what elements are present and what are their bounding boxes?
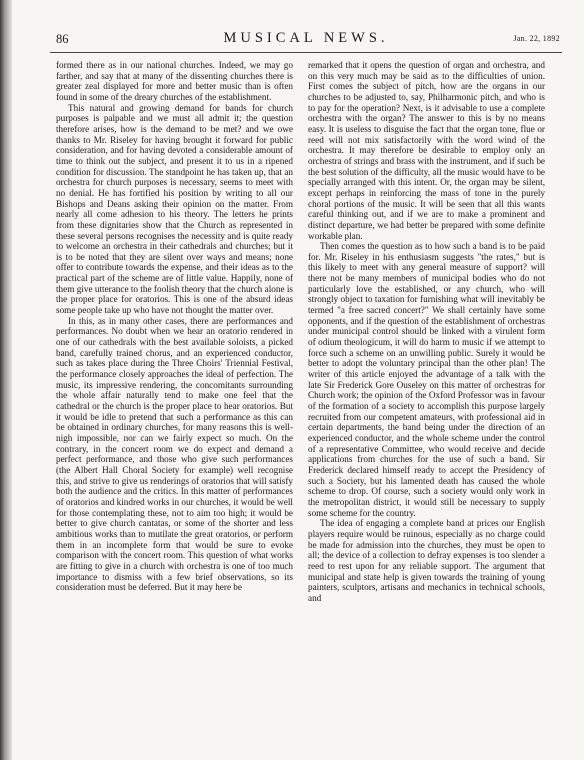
header-rule <box>50 52 562 53</box>
paragraph: remarked that it opens the question of organ and orchestra, and on this very much may be said as to the difficulties of union. First comes the subject of pitch, how are the organs in our churches to be adjusted to, say, Philharmonic pitch, and who is to pay for the operation? Next, is it advisable to use a complete orchestra with the organ? The answer to this is by no means easy. It is useless to disguise the fact that the organ tone, flue or reed will not mix satisfactorily with the word wind of the orchestra. It may therefore be desirable to employ only an orchestra of strings and brass with the instrument, and if such be the best solution of the difficulty, all the music would have to be specially arranged with this intent. Or, the organ may be silent, except perhaps in reinforcing the mass of tone in the purely choral portions of the music. It will be seen that all this wants careful thinking out, and if we are to make a prominent and distinct departure, we had better be prepared with some definite workable plan. <box>308 60 545 241</box>
journal-title: MUSICAL NEWS. <box>223 30 389 46</box>
paragraph: formed there as in our national churches. Indeed, we may go farther, and say that at many of the dissenting churches there is greater zeal displayed for more and better music than is often found in some of the dreary churches of the establishment. <box>56 60 293 102</box>
issue-date: Jan. 22, 1892 <box>513 34 560 43</box>
paragraph: The idea of engaging a complete band at prices our English players require would be ruinous, especially as no charge could be made for admission into the churches, they must be open to all; the device of a collection to defray expenses is too slender a reed to rest upon for any reliable support. The argument that municipal and state help is given towards the training of young painters, sculptors, artisans and mechanics in technical schools, and <box>308 518 545 603</box>
paragraph: In this, as in many other cases, there are performances and performances. No doubt when we hear an oratorio rendered in one of our cathedrals with the best available soloists, a picked band, carefully trained chorus, and an experienced conductor, such as takes place during the Three Choirs' Triennial Festival, the performance closely approaches the ideal of perfection. The music, its impressive rendering, the concomitants surrounding the whole affair naturally tend to make one feel that the cathedral or the church is the proper place to hear oratorios. But it would be idle to pretend that such a performance as this can be obtained in ordinary churches, for many reasons this is well-nigh impossible, nor can we fairly expect so much. On the contrary, in the concert room we do expect and demand a perfect performance, and those who give such performances (the Albert Hall Choral Society for example) well recognise this, and strive to give us renderings of oratorios that will satisfy both the audience and the critics. In this matter of performances of oratorios and kindred works in our churches, it would be well for those contemplating these, not to aim too high; it would be better to give church cantatas, or some of the shorter and less ambitious works than to mutilate the great oratorios, or perform them in an incomplete form that would be sure to evoke comparison with the concert room. This question of what works are fitting to give in a church with orchestra is one of too much importance to dismiss with a few brief observations, so its consideration must be deferred. But it may here be <box>56 315 293 593</box>
page-number: 86 <box>56 32 69 46</box>
left-column <box>56 60 293 750</box>
paragraph: This natural and growing demand for bands for church purposes is palpable and we must all admit it; the question therefore arises, how is the demand to be met? and we owe thanks to Mr. Riseley for having brought it forward for public consideration, and for having devoted a considerable amount of time to think out the subject, and present it to us in a ripened condition for discussion. The standpoint he has taken up, that an orchestra for church purposes is necessary, seems to meet with no denial. He has fortified his position by writing to all our Bishops and Deans asking their opinion on the matter. From nearly all come adhesion to his theory. The letters he prints from these dignitaries show that the Church as represented in these several persons recognises the necessity and is quite ready to welcome an orchestra in their cathedrals and churches; but it is to be noted that they are silent over ways and means; none offer to contribute towards the expense, and their ideas as to the practical part of the scheme are of little value. Happily, none of them give utterance to the foolish theory that the church alone is the proper place for oratorios. This is one of the absurd ideas some people take up who have not thought the matter over. <box>56 102 293 316</box>
right-column <box>308 60 545 750</box>
page-binding-shadow <box>0 0 12 760</box>
page-header <box>52 30 560 48</box>
paragraph: Then comes the question as to how such a band is to be paid for. Mr. Riseley in his enthusiasm suggests "the rates," but is this likely to meet with any general measure of support? will there not be many members of municipal bodies who do not particularly love the established, or any church, who will strongly object to taxation for furnishing what will inevitably be termed "a free sacred concert?" We shall certainly have some opponents, and if the question of the establishment of orchestras under municipal control should be linked with a virulent form of odium theologicum, it will do harm to music if we attempt to force such a scheme on an unwilling public. Surely it would be better to adopt the voluntary principal than the other plan! The writer of this article enjoyed the advantage of a talk with the late Sir Frederick Gore Ouseley on this matter of orchestras for Church work; the opinion of the Oxford Professor was in favour of the formation of a society to accomplish this purpose largely recruited from our competent amateurs, with professional aid in certain departments, the band being under the direction of an experienced conductor, and the whole scheme under the control of a representative Committee, who would receive and decide applications from churches for the use of such a band. Sir Frederick declared himself ready to accept the Presidency of such a Society, but his lamented death has caused the whole scheme to drop. Of course, such a society would only work in the metropolitan district, it would still be necessary to supply some scheme for the country. <box>308 241 545 518</box>
